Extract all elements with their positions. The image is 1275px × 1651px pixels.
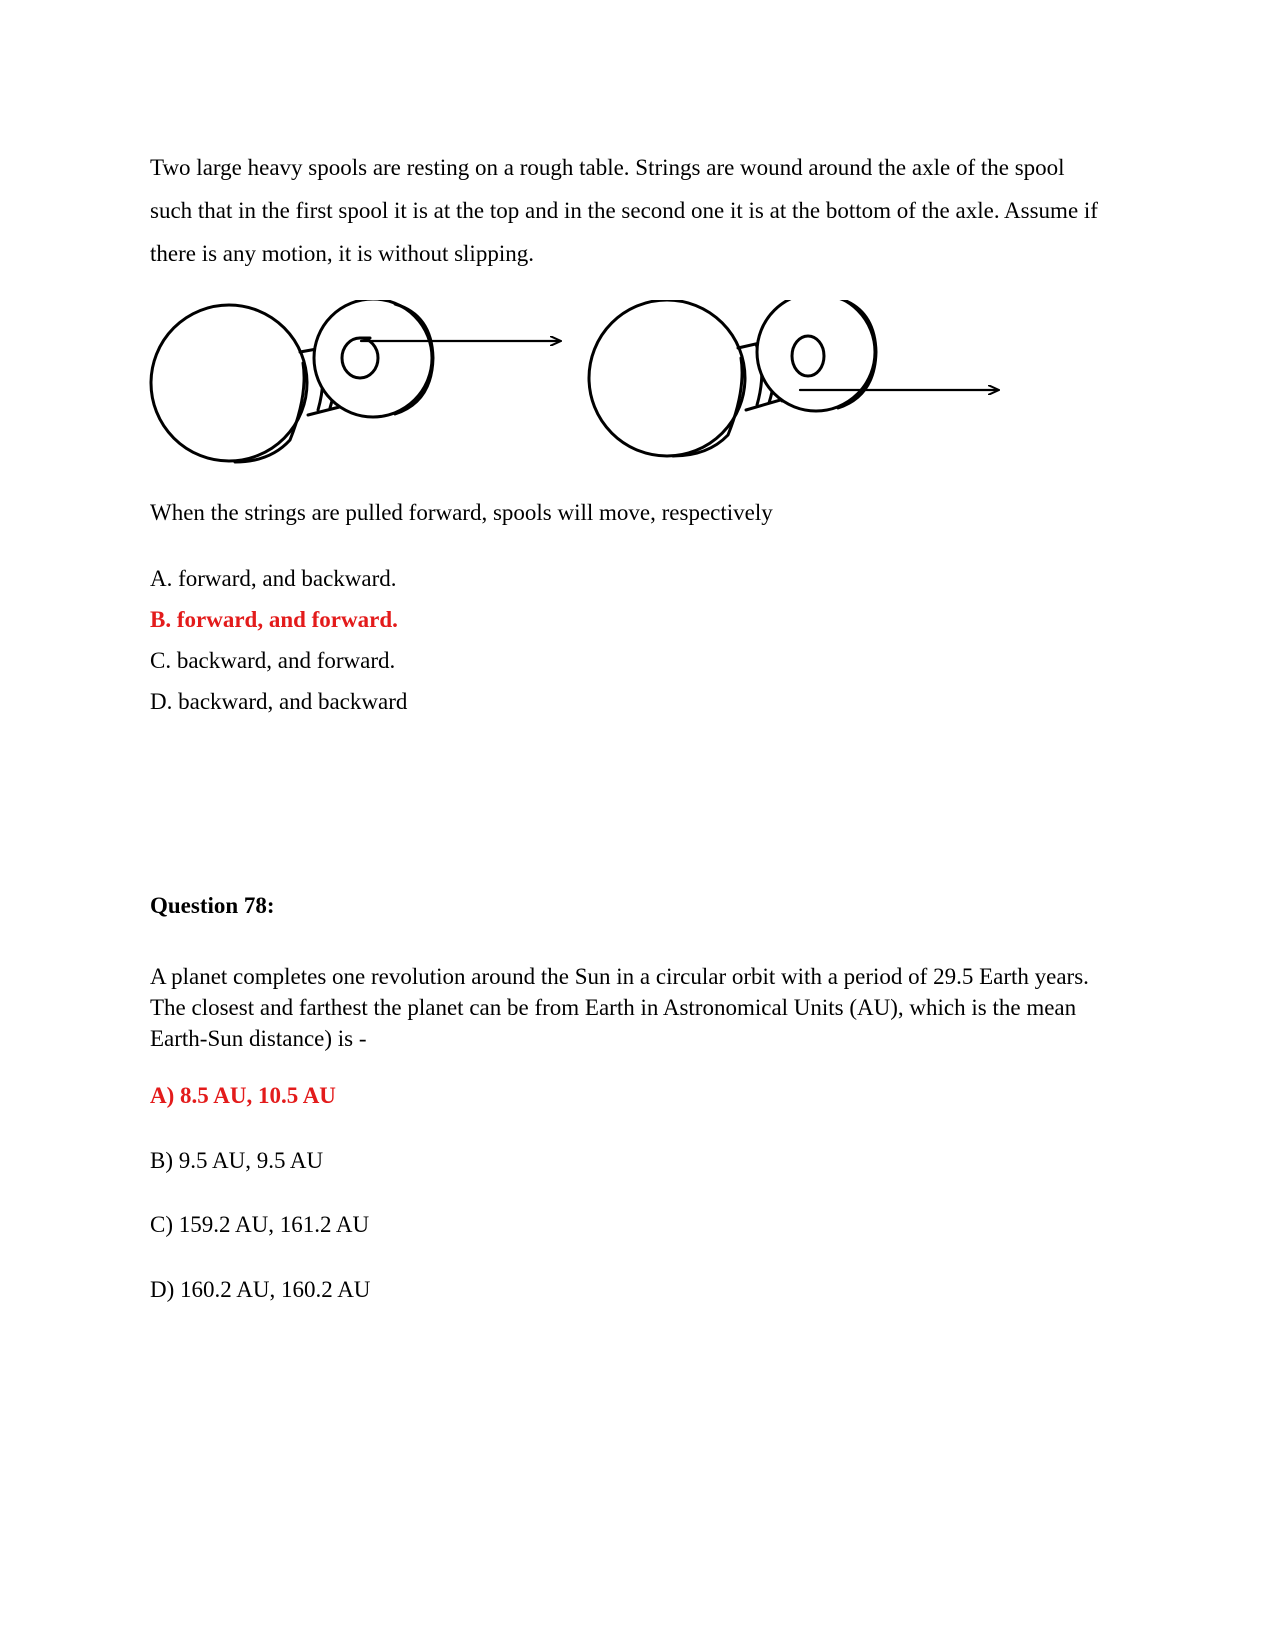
q78-body: A planet completes one revolution around the Sun in a circular orbit with a period of 29.5 Earth years. The closest and farthest the planet can be from Earth in Astronomical Units (AU), which is the mean Earth-Sun distance) is - xyxy=(150,964,1089,1051)
spool-1 xyxy=(151,300,560,462)
q78-option-c: C) 159.2 AU, 161.2 AU xyxy=(150,1212,370,1237)
q78-option-a-correct: A) 8.5 AU, 10.5 AU xyxy=(150,1083,336,1108)
q77-option-c: C. backward, and forward. xyxy=(150,648,396,673)
q77-option-a: A. forward, and backward. xyxy=(150,566,397,591)
q77-prompt: When the strings are pulled forward, spools will move, respectively xyxy=(150,500,773,525)
q77-intro: Two large heavy spools are resting on a rough table. Strings are wound around the axle of the spool such that in the first spool it is at the top and in the second one it is at the bottom of the axle. Assume if there is any motion, it is without slipping. xyxy=(150,155,1098,266)
q77-option-d: D. backward, and backward xyxy=(150,689,408,714)
spools-figure xyxy=(140,300,1040,475)
q78-option-b: B) 9.5 AU, 9.5 AU xyxy=(150,1148,324,1173)
q77-option-b-correct: B. forward, and forward. xyxy=(150,607,398,632)
q78-option-d: D) 160.2 AU, 160.2 AU xyxy=(150,1277,371,1302)
spool-2 xyxy=(589,300,998,456)
q78-heading: Question 78: xyxy=(150,893,275,918)
